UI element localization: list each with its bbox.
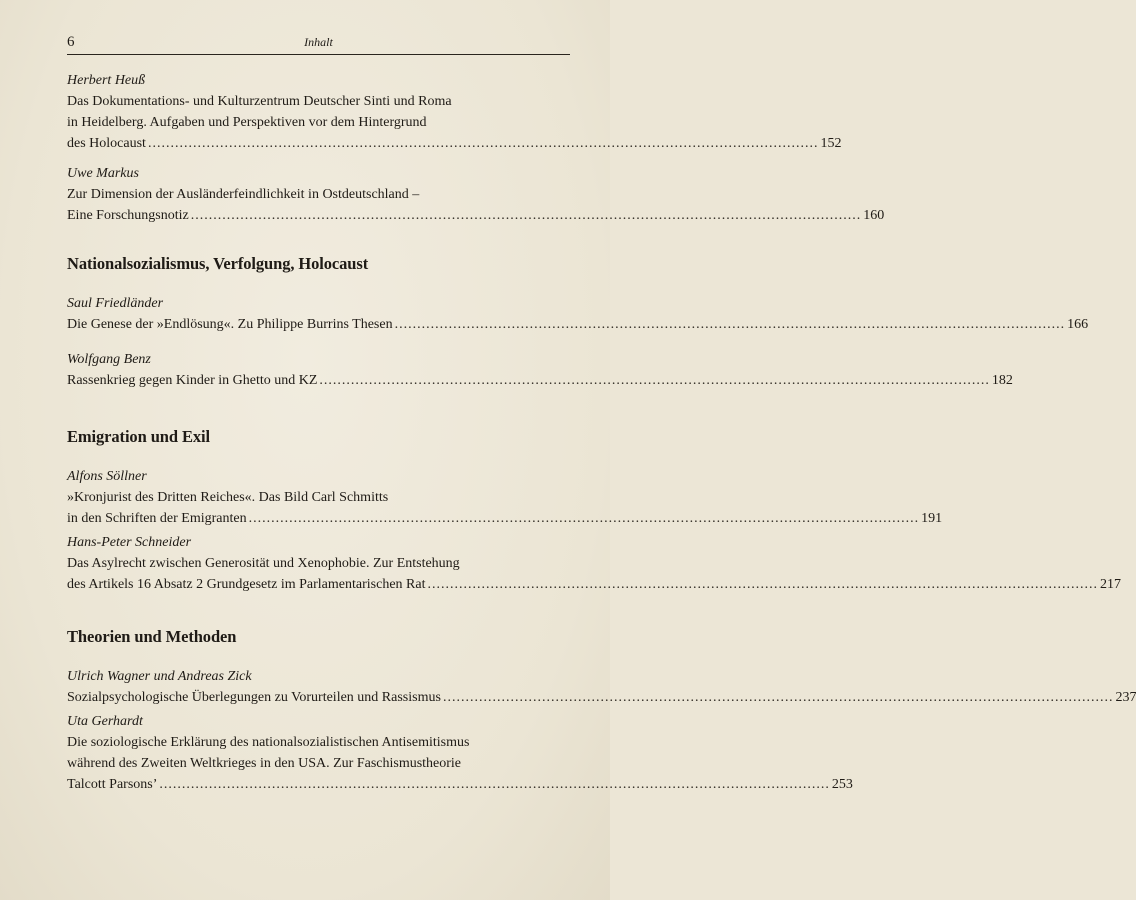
entry-title-line: »Kronjurist des Dritten Reiches«. Das Bild Carl Schmitts: [67, 490, 389, 505]
section-title: Emigration und Exil: [67, 427, 210, 446]
toc-entry: [67, 711, 853, 795]
entry-title-text: Rassenkrieg gegen Kinder in Ghetto und KZ: [67, 373, 318, 388]
entry-title-text: Talcott Parsons’: [67, 777, 158, 792]
entry-author: Ulrich Wagner und Andreas Zick: [67, 669, 252, 684]
entry-page-number: 160: [863, 208, 885, 223]
entry-title-text: in den Schriften der Emigranten: [67, 511, 247, 526]
running-title: Inhalt: [304, 35, 333, 49]
entry-author: Alfons Söllner: [67, 469, 147, 484]
toc-entry: [67, 532, 1121, 595]
leader-dots: .....................................................................................................................................................: [442, 690, 1114, 705]
entry-title-line: Zur Dimension der Ausländerfeindlichkeit in Ostdeutschland –: [67, 187, 420, 202]
leader-dots: .....................................................................................................................................................: [159, 777, 830, 792]
entry-title-line: in Heidelberg. Aufgaben und Perspektiven vor dem Hintergrund: [67, 115, 427, 130]
entry-page-number: 237: [1115, 690, 1136, 705]
leader-dots: .....................................................................................................................................................: [427, 577, 1098, 592]
entry-title-line: Das Dokumentations- und Kulturzentrum Deutscher Sinti und Roma: [67, 94, 452, 109]
toc-entry: [67, 666, 1136, 708]
entry-author: Hans-Peter Schneider: [67, 535, 192, 550]
toc-entry: [67, 293, 1089, 335]
entry-title-text: des Holocaust: [67, 136, 146, 151]
entry-title-line: während des Zweiten Weltkrieges in den USA. Zur Faschismustheorie: [67, 756, 462, 771]
leader-dots: .....................................................................................................................................................: [248, 511, 920, 526]
entry-page-number: 152: [820, 136, 842, 151]
entry-title-text: Eine Forschungsnotiz: [67, 208, 189, 223]
entry-page-number: 253: [831, 777, 853, 792]
entry-page-number: 166: [1067, 317, 1089, 332]
entry-author: Wolfgang Benz: [67, 352, 151, 367]
entry-title-last-line: [67, 370, 1013, 391]
toc-entry: [67, 70, 842, 154]
leader-dots: .....................................................................................................................................................: [190, 208, 862, 223]
entry-title-text: Die Genese der »Endlösung«. Zu Philippe Burrins Thesen: [67, 317, 393, 332]
leader-dots: .....................................................................................................................................................: [319, 373, 990, 388]
entry-title-last-line: [67, 508, 943, 529]
entry-author: Uwe Markus: [67, 166, 139, 181]
entry-title-line: Das Asylrecht zwischen Generosität und Xenophobie. Zur Entstehung: [67, 556, 460, 571]
entry-title-text: des Artikels 16 Absatz 2 Grundgesetz im Parlamentarischen Rat: [67, 577, 426, 592]
leader-dots: .....................................................................................................................................................: [147, 136, 819, 151]
entry-author: Saul Friedländer: [67, 296, 164, 311]
entry-page-number: 191: [921, 511, 943, 526]
section-title: Nationalsozialismus, Verfolgung, Holocaust: [67, 254, 369, 273]
entry-title-last-line: [67, 133, 842, 154]
toc-entry: [67, 163, 885, 226]
entry-title-last-line: [67, 314, 1089, 335]
entry-title-text: Sozialpsychologische Überlegungen zu Vorurteilen und Rassismus: [67, 690, 441, 705]
page-number: 6: [67, 34, 75, 50]
toc-entry: [67, 349, 1013, 391]
entry-page-number: 217: [1099, 577, 1121, 592]
leader-dots: .....................................................................................................................................................: [394, 317, 1066, 332]
section-title: Theorien und Methoden: [67, 627, 237, 646]
entry-title-line: Die soziologische Erklärung des nationalsozialistischen Antisemitismus: [67, 735, 470, 750]
entry-author: Uta Gerhardt: [67, 714, 143, 729]
entry-page-number: 182: [991, 373, 1013, 388]
page-header: [67, 34, 570, 55]
entry-title-last-line: [67, 205, 885, 226]
entry-title-last-line: [67, 574, 1121, 595]
entry-title-last-line: [67, 687, 1136, 708]
toc-entry: [67, 466, 943, 529]
entry-title-last-line: [67, 774, 853, 795]
entry-author: Herbert Heuß: [67, 73, 146, 88]
